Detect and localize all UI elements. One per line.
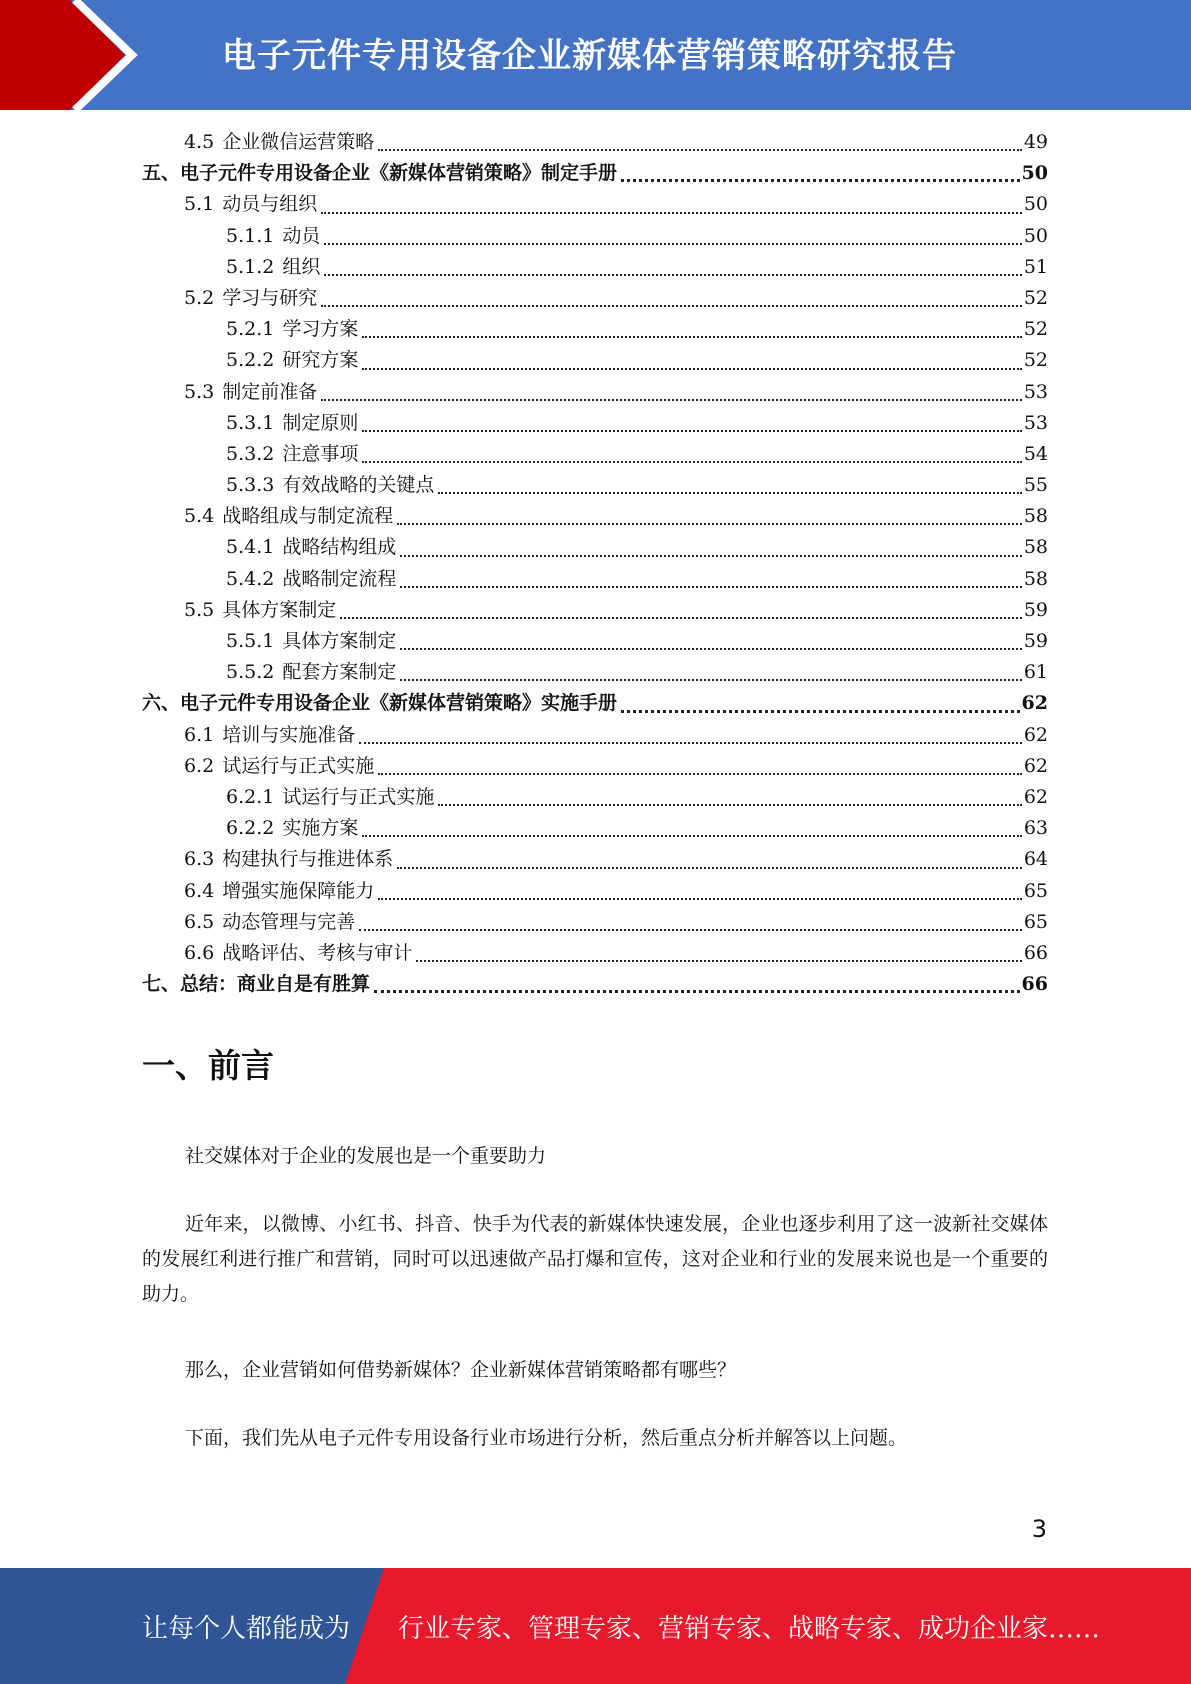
toc-entry-number: 4.5 <box>184 131 215 153</box>
toc-dot-leader <box>378 893 1022 900</box>
toc-entry[interactable] <box>142 720 1048 751</box>
toc-dot-leader <box>378 144 1022 151</box>
toc-entry[interactable] <box>142 501 1048 532</box>
toc-dot-leader <box>397 862 1022 869</box>
footer-banner <box>0 1568 1191 1684</box>
toc-dot-leader <box>321 394 1022 401</box>
toc-entry-label: 研究方案 <box>282 349 359 372</box>
toc-entry-number: 6.3 <box>184 848 215 871</box>
toc-entry-number: 6.5 <box>184 910 215 933</box>
toc-dot-leader <box>400 674 1021 681</box>
toc-entry[interactable] <box>142 844 1048 875</box>
page-number: 3 <box>1031 1515 1047 1543</box>
toc-entry[interactable] <box>142 813 1048 844</box>
toc-entry-number: 5.5.1 <box>226 630 275 652</box>
table-of-contents <box>142 127 1048 1000</box>
toc-dot-leader <box>400 581 1021 588</box>
toc-entry-label: 组织 <box>282 255 321 278</box>
toc-entry-page: 59 <box>1023 598 1048 621</box>
toc-entry-page: 62 <box>1021 692 1048 715</box>
toc-entry-label: 动员 <box>282 224 321 247</box>
toc-dot-leader <box>400 643 1021 650</box>
toc-dot-leader <box>362 830 1021 837</box>
toc-entry-page: 59 <box>1023 630 1048 652</box>
paragraph-1: 社交媒体对于企业的发展也是一个重要助力 <box>185 1145 547 1167</box>
toc-dot-leader <box>362 456 1021 463</box>
toc-entry-page: 66 <box>1023 941 1048 964</box>
toc-entry-number: 6.1 <box>184 723 215 746</box>
toc-entry[interactable] <box>142 158 1048 189</box>
toc-entry[interactable] <box>142 969 1048 1000</box>
toc-entry-page: 66 <box>1021 973 1048 996</box>
toc-entry-label: 电子元件专用设备企业《新媒体营销策略》制定手册 <box>180 162 618 185</box>
toc-dot-leader <box>321 300 1022 307</box>
toc-dot-leader <box>359 924 1022 931</box>
toc-dot-leader <box>321 207 1022 214</box>
toc-entry-page: 63 <box>1023 817 1048 840</box>
toc-entry[interactable] <box>142 345 1048 376</box>
toc-entry-number: 5.1.1 <box>226 224 275 247</box>
toc-dot-leader <box>621 705 1020 713</box>
toc-entry-number: 5.3.1 <box>226 411 275 434</box>
section-heading: 一、前言 <box>142 1046 274 1085</box>
toc-entry-number: 6.2.2 <box>226 817 275 840</box>
toc-entry-page: 62 <box>1023 785 1048 808</box>
toc-entry-page: 50 <box>1021 162 1048 185</box>
paragraph-4: 下面，我们先从电子元件专用设备行业市场进行分析，然后重点分析并解答以上问题。 <box>185 1427 908 1449</box>
toc-entry-page: 52 <box>1023 349 1048 372</box>
toc-entry-number: 6.6 <box>184 941 215 964</box>
paragraph-3: 那么，企业营销如何借势新媒体？企业新媒体营销策略都有哪些？ <box>185 1359 737 1381</box>
toc-dot-leader <box>621 174 1020 182</box>
toc-entry[interactable] <box>142 252 1048 283</box>
toc-entry[interactable] <box>142 221 1048 252</box>
arrow-decoration-icon <box>0 0 160 110</box>
toc-dot-leader <box>324 269 1021 276</box>
header-banner <box>0 0 1191 110</box>
toc-entry[interactable] <box>142 283 1048 314</box>
toc-dot-leader <box>400 550 1021 557</box>
toc-entry-number: 5.2 <box>184 286 215 309</box>
toc-dot-leader <box>340 612 1022 619</box>
toc-dot-leader <box>438 799 1021 806</box>
toc-entry-number: 5.5.2 <box>226 661 275 684</box>
toc-entry-number: 七、 <box>142 973 181 996</box>
toc-entry-page: 61 <box>1023 661 1048 684</box>
toc-entry-page: 55 <box>1023 474 1048 497</box>
toc-dot-leader <box>378 768 1022 775</box>
toc-entry-page: 50 <box>1023 224 1048 247</box>
toc-entry[interactable] <box>142 876 1048 907</box>
toc-dot-leader <box>416 955 1022 962</box>
toc-entry-label: 实施方案 <box>282 817 359 840</box>
toc-entry-label: 战略评估、考核与审计 <box>222 941 413 964</box>
toc-entry[interactable] <box>142 751 1048 782</box>
toc-entry[interactable] <box>142 532 1048 563</box>
toc-entry-number: 5.4.1 <box>226 536 275 559</box>
toc-entry-label: 具体方案制定 <box>282 630 397 652</box>
toc-entry-page: 58 <box>1023 536 1048 559</box>
toc-entry-label: 制定前准备 <box>222 380 318 403</box>
toc-dot-leader <box>438 487 1021 494</box>
toc-entry[interactable] <box>142 408 1048 439</box>
toc-entry-page: 54 <box>1023 442 1048 465</box>
toc-entry[interactable] <box>142 657 1048 688</box>
footer-slogan-left: 让每个人都能成为 <box>142 1614 351 1644</box>
toc-entry-page: 65 <box>1023 879 1048 902</box>
toc-entry-number: 5.1.2 <box>226 255 275 278</box>
toc-entry-label: 学习方案 <box>282 318 359 341</box>
toc-entry-number: 6.2 <box>184 754 215 777</box>
toc-entry-number: 5.4 <box>184 505 215 528</box>
toc-entry-page: 49 <box>1023 131 1048 153</box>
toc-entry-label: 配套方案制定 <box>282 661 397 684</box>
toc-entry-label: 试运行与正式实施 <box>282 785 435 808</box>
toc-entry-number: 5.3.3 <box>226 474 275 497</box>
toc-entry[interactable] <box>142 470 1048 501</box>
toc-entry-label: 企业微信运营策略 <box>222 131 375 153</box>
toc-entry-label: 具体方案制定 <box>222 598 337 621</box>
toc-entry-page: 62 <box>1023 754 1048 777</box>
toc-entry-label: 动态管理与完善 <box>222 910 356 933</box>
toc-entry-page: 58 <box>1023 567 1048 590</box>
toc-entry[interactable] <box>142 938 1048 969</box>
toc-entry-label: 培训与实施准备 <box>222 723 356 746</box>
toc-entry-page: 50 <box>1023 193 1048 216</box>
toc-entry-page: 62 <box>1023 723 1048 746</box>
toc-dot-leader <box>362 331 1021 338</box>
toc-entry[interactable] <box>142 595 1048 626</box>
toc-entry-label: 有效战略的关键点 <box>282 474 435 497</box>
toc-entry-label: 注意事项 <box>282 442 359 465</box>
toc-entry[interactable] <box>142 688 1048 719</box>
toc-dot-leader <box>359 737 1022 744</box>
toc-entry-label: 试运行与正式实施 <box>222 754 375 777</box>
toc-entry[interactable] <box>142 626 1048 657</box>
toc-entry-label: 战略组成与制定流程 <box>222 505 394 528</box>
toc-entry-page: 65 <box>1023 910 1048 933</box>
toc-entry-label: 战略制定流程 <box>282 567 397 590</box>
toc-entry-label: 动员与组织 <box>222 193 318 216</box>
toc-entry-label: 制定原则 <box>282 411 359 434</box>
toc-entry-page: 58 <box>1023 505 1048 528</box>
toc-entry-page: 52 <box>1023 318 1048 341</box>
toc-dot-leader <box>374 985 1020 993</box>
toc-entry-number: 5.1 <box>184 193 215 216</box>
toc-entry-number: 5.3 <box>184 380 215 403</box>
toc-dot-leader <box>397 518 1022 525</box>
toc-entry-number: 6.2.1 <box>226 785 275 808</box>
toc-entry[interactable] <box>142 439 1048 470</box>
toc-entry-label: 构建执行与推进体系 <box>222 848 394 871</box>
toc-entry-label: 总结：商业自是有胜算 <box>180 973 371 996</box>
toc-dot-leader <box>362 363 1021 370</box>
toc-entry-page: 53 <box>1023 411 1048 434</box>
toc-entry[interactable] <box>142 314 1048 345</box>
footer-slogan-right: 行业专家、管理专家、营销专家、战略专家、成功企业家…… <box>398 1614 1101 1644</box>
toc-entry-number: 5.5 <box>184 598 215 621</box>
toc-entry-page: 52 <box>1023 286 1048 309</box>
toc-entry-label: 战略结构组成 <box>282 536 397 559</box>
toc-entry[interactable] <box>142 564 1048 595</box>
toc-entry-number: 5.3.2 <box>226 442 275 465</box>
toc-entry-number: 五、 <box>142 162 181 185</box>
toc-entry-number: 六、 <box>142 692 181 715</box>
toc-entry-label: 增强实施保障能力 <box>222 879 375 902</box>
toc-entry[interactable] <box>142 782 1048 813</box>
toc-entry-page: 53 <box>1023 380 1048 403</box>
toc-dot-leader <box>324 238 1021 245</box>
toc-entry[interactable] <box>142 127 1048 158</box>
toc-entry[interactable] <box>142 377 1048 408</box>
toc-entry-number: 6.4 <box>184 879 215 902</box>
toc-entry-number: 5.2.2 <box>226 349 275 372</box>
toc-entry[interactable] <box>142 907 1048 938</box>
toc-entry-number: 5.2.1 <box>226 318 275 341</box>
paragraph-2: 近年来，以微博、小红书、抖音、快手为代表的新媒体快速发展，企业也逐步利用了这一波新社交媒体的发展红利进行推广和营销，同时可以迅速做产品打爆和宣传，这对企业和行业的发展来说也是一个重要的助力。 <box>142 1213 1048 1305</box>
toc-entry[interactable] <box>142 189 1048 220</box>
report-title: 电子元件专用设备企业新媒体营销策略研究报告 <box>222 36 957 76</box>
toc-entry-label: 电子元件专用设备企业《新媒体营销策略》实施手册 <box>180 692 618 715</box>
toc-entry-page: 64 <box>1023 848 1048 871</box>
toc-entry-page: 51 <box>1023 255 1048 278</box>
toc-entry-number: 5.4.2 <box>226 567 275 590</box>
toc-entry-label: 学习与研究 <box>222 286 318 309</box>
toc-dot-leader <box>362 425 1021 432</box>
